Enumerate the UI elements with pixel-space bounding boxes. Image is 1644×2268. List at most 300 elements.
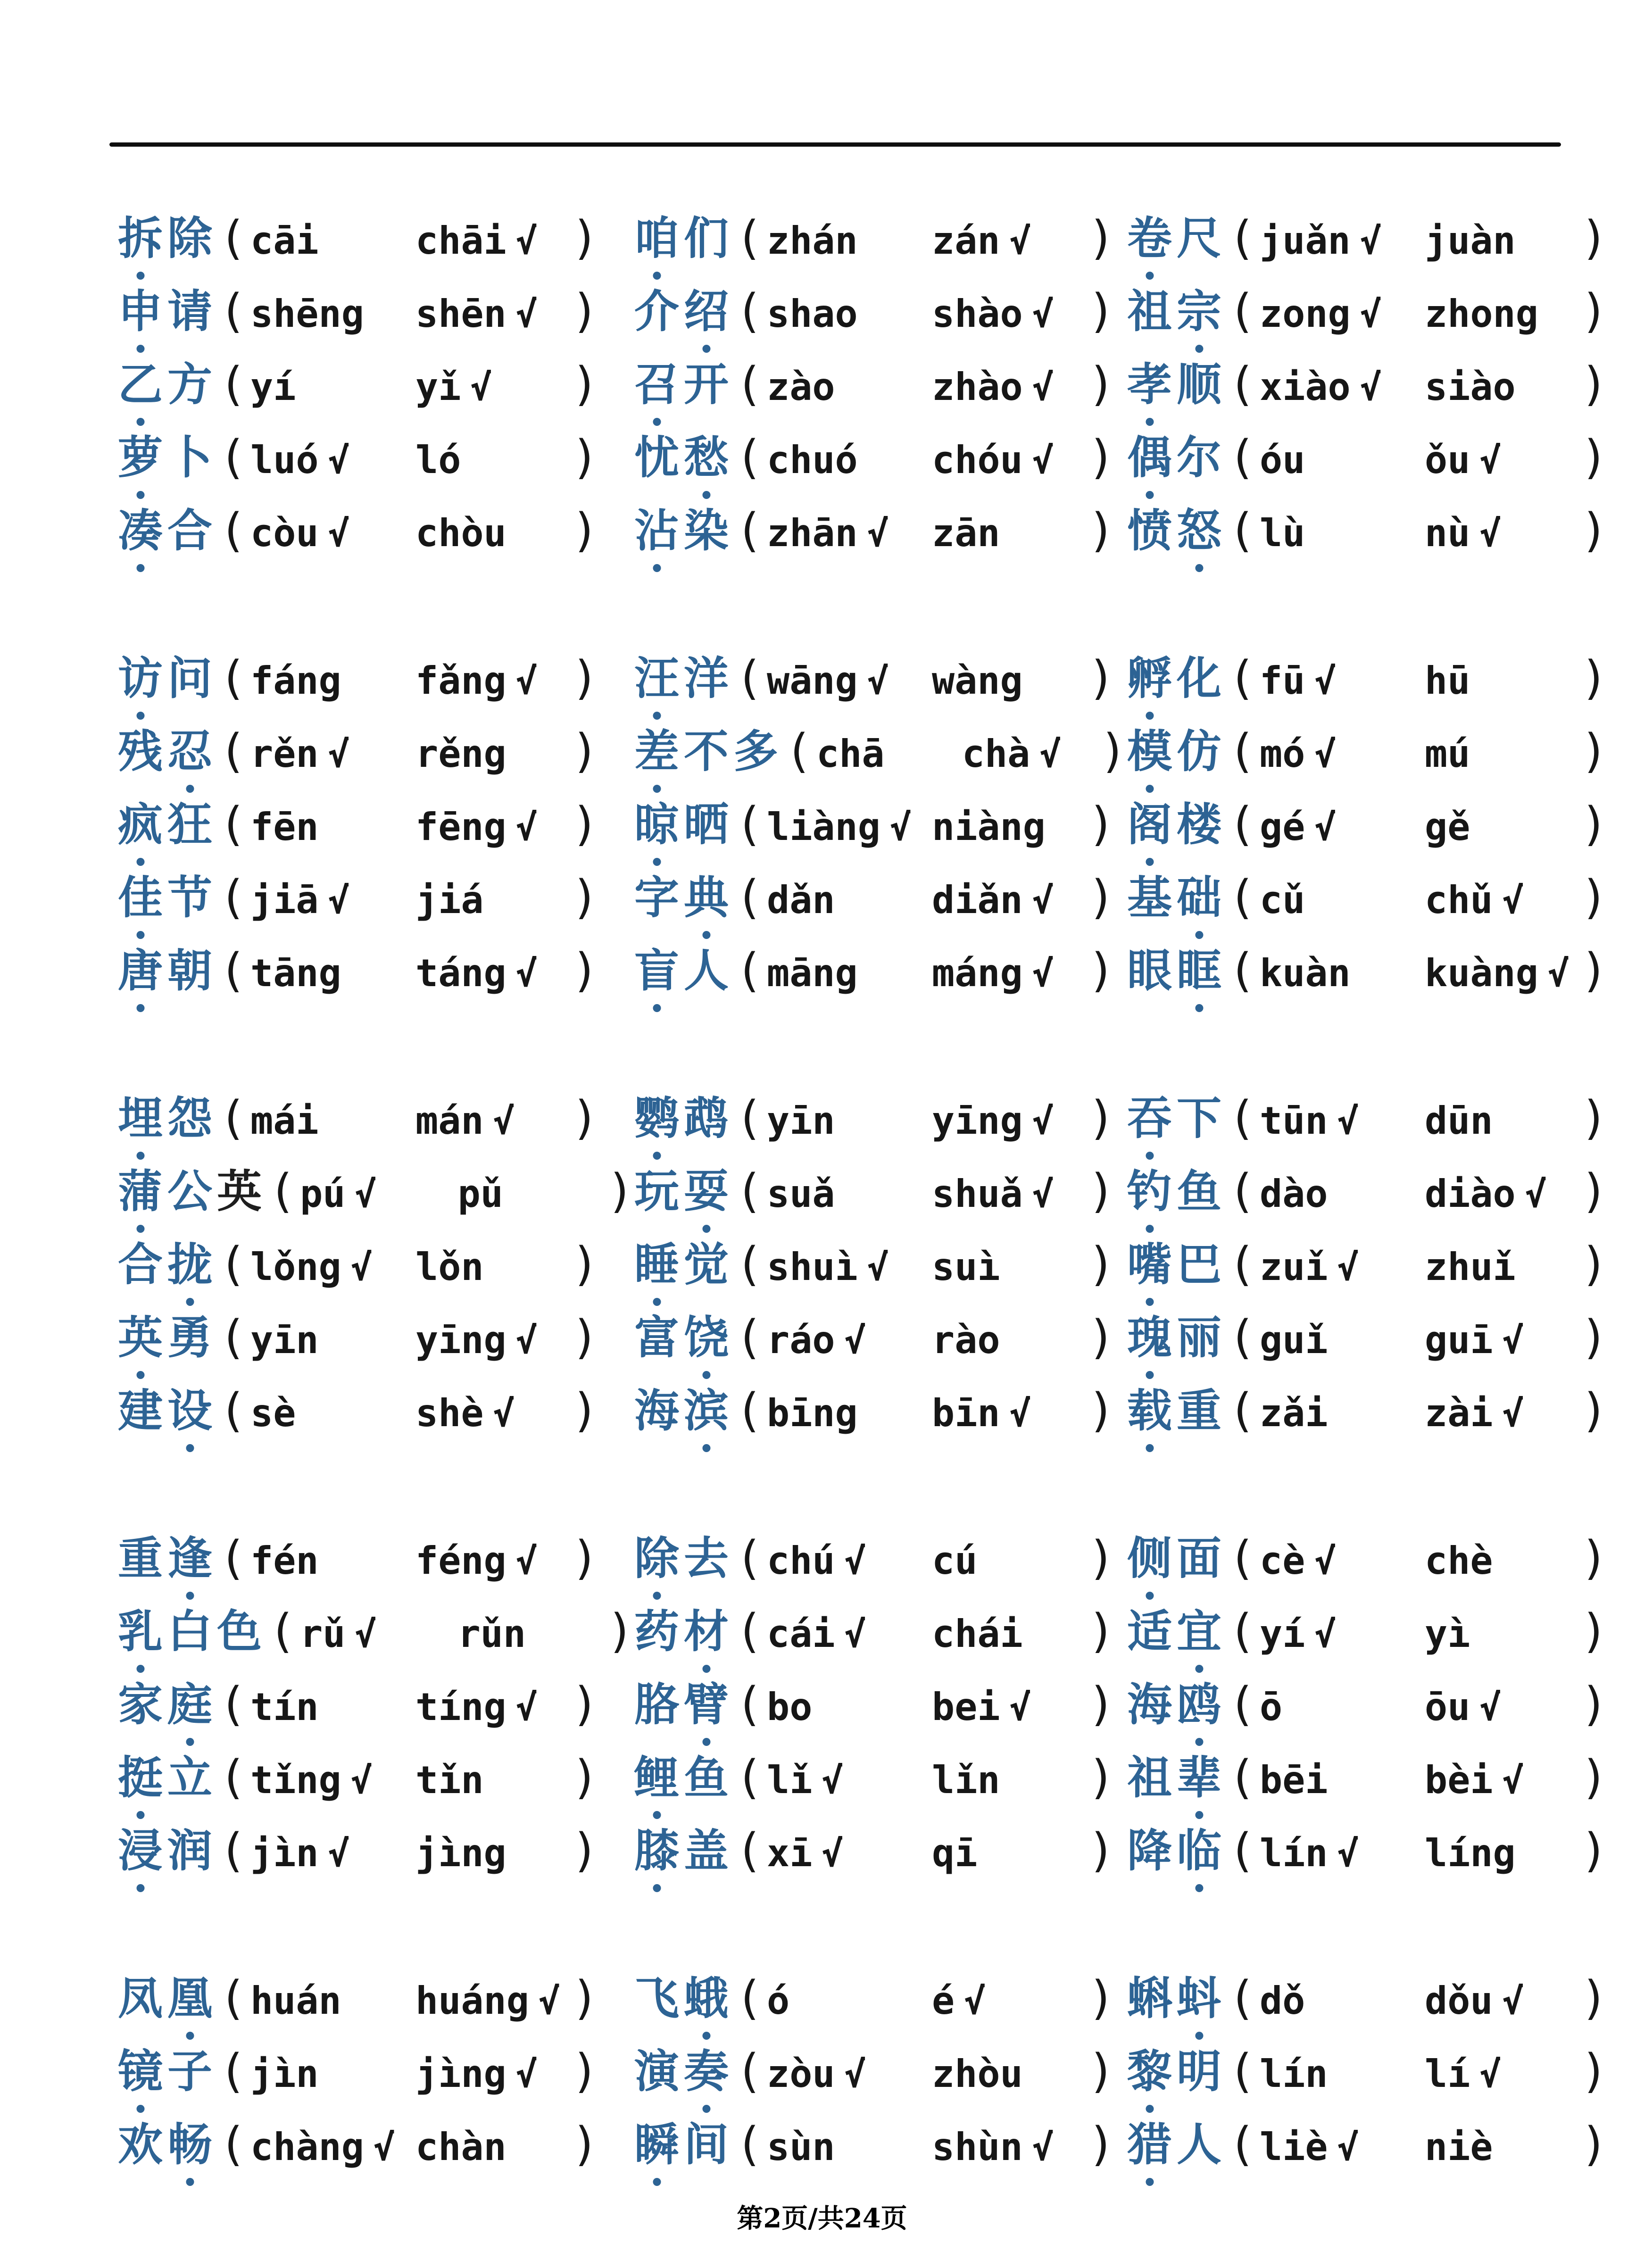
paren-open-icon: ( [735,2044,764,2098]
tested-character: 绍 [684,286,729,338]
pinyin-option [1425,1539,1580,1583]
tested-character: 疯 [118,799,163,851]
paren-open-icon: ( [735,504,764,557]
check-mark-icon: √ [328,1833,350,1875]
paren-close-icon: ) [1088,1238,1116,1291]
paren-close-icon: ) [1580,1531,1609,1585]
paren-open-icon: ( [1228,871,1256,924]
character: 家 [118,1679,163,1731]
pinyin-option [1260,951,1425,995]
word-text [1127,1240,1221,1290]
pinyin-option [932,2052,1088,2096]
pinyin-option [250,1318,415,1362]
word-entry [1127,944,1608,997]
character: 人 [1177,2119,1222,2171]
character: 染 [684,505,729,557]
pinyin-option [415,878,571,922]
pinyin-text: zuǐ [1260,1245,1328,1289]
pinyin-text: niàng [932,805,1046,849]
check-mark-icon: √ [1479,1686,1502,1728]
check-mark-icon: √ [822,1760,844,1802]
pinyin-text: qī [932,1831,978,1875]
pinyin-option [1260,1831,1425,1875]
word-text [118,1387,212,1436]
tested-character: 浸 [118,1825,163,1877]
word-entry [634,1604,1127,1658]
word-text [1127,360,1221,410]
paren-open-icon: ( [735,871,764,924]
pinyin-text: fēn [250,805,319,849]
character: 合 [167,505,213,557]
paren-open-icon: ( [1228,1531,1256,1585]
pinyin-text: cú [932,1539,978,1583]
pinyin-option [250,732,415,776]
pinyin-text: zòu [767,2052,835,2096]
word-text [634,1753,729,1803]
pinyin-option [1260,365,1425,409]
pinyin-text: zhong [1425,292,1538,336]
word-entry [118,1824,634,1878]
pinyin-option [816,732,962,776]
pinyin-text: chàn [415,2125,506,2169]
word-text [1127,507,1221,556]
word-text [118,1753,212,1803]
word-text [118,360,212,410]
pinyin-text: lí [1425,2052,1470,2096]
word-text [1127,1534,1221,1584]
pinyin-text: lǐ [767,1758,813,1802]
tested-character: 唐 [118,945,163,997]
pinyin-option [1425,1391,1580,1435]
pinyin-text: chú [767,1539,835,1583]
character: 方 [167,359,213,411]
word-text [634,800,729,850]
pinyin-text: rǔ [300,1612,346,1656]
worksheet-row [118,1238,1609,1311]
pinyin-option [1425,1831,1580,1875]
paren-close-icon: ) [1580,357,1609,411]
pinyin-option [1425,1979,1580,2023]
pinyin-option [1260,2052,1425,2096]
word-entry [118,1604,634,1658]
pinyin-option [932,1391,1088,1435]
pinyin-text: yīng [932,1099,1023,1143]
tested-character: 吞 [1127,1093,1172,1145]
check-mark-icon: √ [1032,293,1054,335]
pinyin-text: líng [1425,1831,1516,1875]
check-mark-icon: √ [328,733,350,775]
pinyin-text: còu [250,511,319,555]
word-entry [118,1678,634,1731]
tested-character: 臂 [684,1679,729,1731]
check-mark-icon: √ [867,1246,889,1288]
word-entry [634,284,1127,338]
paren-open-icon: ( [219,1971,247,2025]
pinyin-text: guǐ [1260,1318,1328,1362]
word-entry [634,357,1127,411]
pinyin-option [1425,1172,1580,1216]
paren-close-icon: ) [571,1091,599,1145]
paren-close-icon: ) [1088,504,1116,557]
character: 化 [1177,653,1222,705]
check-mark-icon: √ [493,1100,515,1142]
word-entry [634,211,1127,265]
paren-open-icon: ( [219,1311,247,1364]
tested-character: 阁 [1127,799,1172,851]
worksheet-row [118,2118,1609,2191]
worksheet-row [118,1971,1609,2044]
check-mark-icon: √ [1032,440,1054,482]
pinyin-text: zào [767,365,835,409]
pinyin-option [250,951,415,995]
pinyin-text: táng [415,951,506,995]
word-text [118,287,212,337]
paren-close-icon: ) [571,724,599,778]
pinyin-text: bēi [1260,1758,1328,1802]
tested-character: 础 [1177,872,1222,924]
pinyin-option [932,1758,1088,1802]
worksheet-row [118,798,1609,871]
pinyin-text: diǎn [932,878,1023,922]
word-entry [1127,357,1608,411]
pinyin-option [1425,805,1580,849]
tested-character: 访 [118,653,163,705]
paren-close-icon: ) [571,504,599,557]
pinyin-option [1425,732,1580,776]
character: 介 [634,286,680,338]
pinyin-text: rào [932,1318,1000,1362]
pinyin-text: sùn [767,2125,835,2169]
paren-close-icon: ) [571,1971,599,2025]
pinyin-option [932,1099,1088,1143]
character: 面 [1177,1533,1222,1585]
check-mark-icon: √ [1337,1100,1359,1142]
tested-character: 侧 [1127,1533,1172,1585]
word-text [118,433,212,483]
pinyin-option [415,732,571,776]
character: 基 [1127,872,1172,924]
pinyin-text: rǔn [457,1612,526,1656]
pinyin-option [1425,1099,1580,1143]
paren-close-icon: ) [571,2044,599,2098]
paren-close-icon: ) [1580,431,1609,484]
check-mark-icon: √ [515,953,538,995]
character: 们 [684,213,729,265]
word-text [118,2047,212,2097]
pinyin-option [767,1831,932,1875]
pinyin-text: hū [1425,659,1470,703]
character: 狂 [167,799,213,851]
tested-character: 英 [118,1312,163,1364]
paren-open-icon: ( [735,1751,764,1804]
pinyin-text: chāi [415,219,506,263]
paren-open-icon: ( [1228,1604,1256,1658]
check-mark-icon: √ [1314,806,1337,848]
tested-character: 蚪 [1177,1973,1222,2025]
paren-open-icon: ( [1228,1678,1256,1731]
worksheet-body [118,211,1609,2191]
word-text [634,507,729,556]
character: 多 [733,726,779,778]
character: 药 [634,1606,680,1658]
tested-character: 孝 [1127,359,1172,411]
pinyin-text: liàng [767,805,880,849]
word-entry [634,1824,1127,1878]
character: 尔 [1177,432,1222,484]
word-text [634,1827,729,1876]
paren-close-icon: ) [571,1311,599,1364]
pinyin-text: pú [300,1172,346,1216]
pinyin-option [250,511,415,555]
pinyin-text: máng [932,951,1023,995]
pinyin-option [1260,878,1425,922]
character: 怨 [167,1093,213,1145]
check-mark-icon: √ [350,1760,373,1802]
pinyin-text: zài [1425,1391,1493,1435]
pinyin-option [1260,1391,1425,1435]
worksheet-row [118,284,1609,357]
paren-close-icon: ) [1580,504,1609,557]
character: 请 [167,286,213,338]
paren-close-icon: ) [1088,944,1116,997]
tested-character: 差 [634,726,680,778]
word-entry [1127,1531,1608,1585]
paren-close-icon: ) [1580,2118,1609,2171]
word-text [1127,800,1221,850]
character: 鹉 [684,1093,729,1145]
check-mark-icon: √ [328,440,350,482]
paren-close-icon: ) [1088,871,1116,924]
paren-close-icon: ) [1088,2044,1116,2098]
tested-character: 典 [684,872,729,924]
pinyin-option [767,292,932,336]
check-mark-icon: √ [844,1613,866,1655]
pinyin-option [932,438,1088,482]
word-entry [634,1751,1127,1804]
check-mark-icon: √ [355,1173,377,1215]
character: 欢 [118,2119,163,2171]
word-entry [1127,2044,1608,2098]
character: 富 [634,1312,680,1364]
pinyin-text: zhuǐ [1425,1245,1516,1289]
worksheet-row [118,1604,1609,1678]
pinyin-text: yí [1260,1612,1305,1656]
pinyin-option [1260,1099,1425,1143]
pinyin-option [415,1318,571,1362]
paren-close-icon: ) [1088,1384,1116,1437]
pinyin-text: jiá [415,878,484,922]
paren-open-icon: ( [219,1531,247,1585]
pinyin-option [250,1245,415,1289]
word-entry [118,504,634,557]
word-text [634,1094,729,1144]
pinyin-text: lǒng [250,1245,341,1289]
paren-close-icon: ) [1088,1091,1116,1145]
pinyin-text: shēn [415,292,506,336]
paren-close-icon: ) [1088,1604,1116,1658]
word-entry [118,1091,634,1145]
pinyin-option [1425,1318,1580,1362]
character: 白 [167,1606,213,1658]
paren-open-icon: ( [735,431,764,484]
pinyin-option [932,1318,1088,1362]
word-text [634,2047,729,2097]
character: 子 [167,2046,213,2098]
paren-close-icon: ) [1580,1164,1609,1218]
pinyin-text: zhào [932,365,1023,409]
worksheet-row [118,1824,1609,1897]
paren-close-icon: ) [571,1384,599,1437]
character: 适 [1127,1606,1172,1658]
check-mark-icon: √ [867,513,889,555]
pinyin-option [767,511,932,555]
tested-character: 钓 [1127,1166,1172,1218]
paren-close-icon: ) [1580,211,1609,265]
character: 润 [167,1825,213,1877]
pinyin-text: shuì [767,1245,858,1289]
pinyin-text: tǐng [250,1758,341,1802]
pinyin-text: shēng [250,292,364,336]
paren-open-icon: ( [219,504,247,557]
pinyin-text: cāi [250,219,319,263]
word-text [118,507,212,556]
tested-character: 奏 [684,2046,729,2098]
pinyin-text: diào [1425,1172,1516,1216]
tested-character: 愁 [684,432,729,484]
paren-open-icon: ( [219,724,247,778]
word-entry [1127,1384,1608,1437]
character: 盖 [684,1825,729,1877]
paren-close-icon: ) [1088,211,1116,265]
word-group [118,1531,1609,1897]
word-entry [118,1238,634,1291]
tested-character: 拆 [118,213,163,265]
check-mark-icon: √ [1502,1760,1524,1802]
pinyin-text: juàn [1425,219,1516,263]
pinyin-text: niè [1425,2125,1493,2169]
tested-character: 庭 [167,1679,213,1731]
pinyin-option [767,219,932,263]
pinyin-text: pǔ [457,1172,503,1216]
pinyin-text: xiào [1260,365,1351,409]
pinyin-option [932,219,1088,263]
word-text [634,214,729,264]
word-text [1127,727,1221,777]
character: 祖 [1127,1752,1172,1804]
check-mark-icon: √ [1039,733,1062,775]
word-entry [634,944,1127,997]
pinyin-option [415,805,571,849]
pinyin-option [1260,1979,1425,2023]
tested-character: 沾 [634,505,680,557]
pinyin-option [415,511,571,555]
paren-close-icon: ) [571,1751,599,1804]
character: 建 [118,1385,163,1437]
paren-open-icon: ( [735,1678,764,1731]
pinyin-text: shè [415,1391,484,1435]
pinyin-text: nù [1425,511,1470,555]
word-text [118,2120,212,2170]
pinyin-text: lín [1260,2052,1328,2096]
word-text [118,873,212,923]
pinyin-option [932,878,1088,922]
pinyin-option [458,1612,606,1656]
check-mark-icon: √ [1479,513,1502,555]
word-text [634,1534,729,1584]
word-entry [1127,1164,1608,1218]
pinyin-text: fáng [250,659,341,703]
pinyin-text: shao [767,292,858,336]
pinyin-option [767,1539,932,1583]
paren-open-icon: ( [735,211,764,265]
word-entry [1127,724,1608,778]
pinyin-text: kuàn [1260,951,1351,995]
check-mark-icon: √ [1479,2053,1502,2095]
paren-close-icon: ) [1088,1164,1116,1218]
word-entry [634,1238,1127,1291]
worksheet-row [118,211,1609,284]
tested-character: 萝 [118,432,163,484]
pinyin-option [1260,805,1425,849]
pinyin-text: fū [1260,659,1305,703]
check-mark-icon: √ [1502,1393,1524,1435]
pinyin-option [932,1172,1088,1216]
paren-close-icon: ) [1088,431,1116,484]
check-mark-icon: √ [1502,880,1524,922]
paren-open-icon: ( [1228,284,1256,338]
paren-open-icon: ( [219,211,247,265]
pinyin-text: dǒ [1260,1979,1305,2023]
check-mark-icon: √ [1314,733,1337,775]
character: 蝌 [1127,1973,1172,2025]
pinyin-text: zán [932,219,1000,263]
tested-character: 偶 [1127,432,1172,484]
paren-open-icon: ( [735,1091,764,1145]
tested-character: 召 [634,359,680,411]
worksheet-row [118,2044,1609,2118]
word-group [118,1091,1609,1457]
paren-open-icon: ( [735,1164,764,1218]
pinyin-option [250,1685,415,1729]
paren-close-icon: ) [571,798,599,851]
character: 海 [634,1385,680,1437]
pinyin-text: chà [962,732,1030,776]
tested-character: 蛾 [684,1973,729,2025]
check-mark-icon: √ [515,220,538,262]
character: 勇 [167,1312,213,1364]
paren-close-icon: ) [571,357,599,411]
word-text [118,1607,262,1657]
pinyin-text: tǐn [415,1758,484,1802]
pinyin-option [767,2125,932,2169]
pinyin-text: ló [415,438,461,482]
word-entry [118,211,634,265]
paren-open-icon: ( [735,1311,764,1364]
pinyin-option [767,1612,932,1656]
character: 公 [167,1166,213,1218]
paren-open-icon: ( [1228,1164,1256,1218]
pinyin-text: jìn [250,2052,319,2096]
word-text [1127,2047,1221,2097]
word-entry [634,1678,1127,1731]
tested-character: 模 [1127,726,1172,778]
pinyin-option [250,1831,415,1875]
pinyin-text: dǎn [767,878,835,922]
paren-close-icon: ) [606,1604,634,1658]
pinyin-option [1260,2125,1425,2169]
character: 愤 [1127,505,1172,557]
word-entry [634,1164,1127,1218]
